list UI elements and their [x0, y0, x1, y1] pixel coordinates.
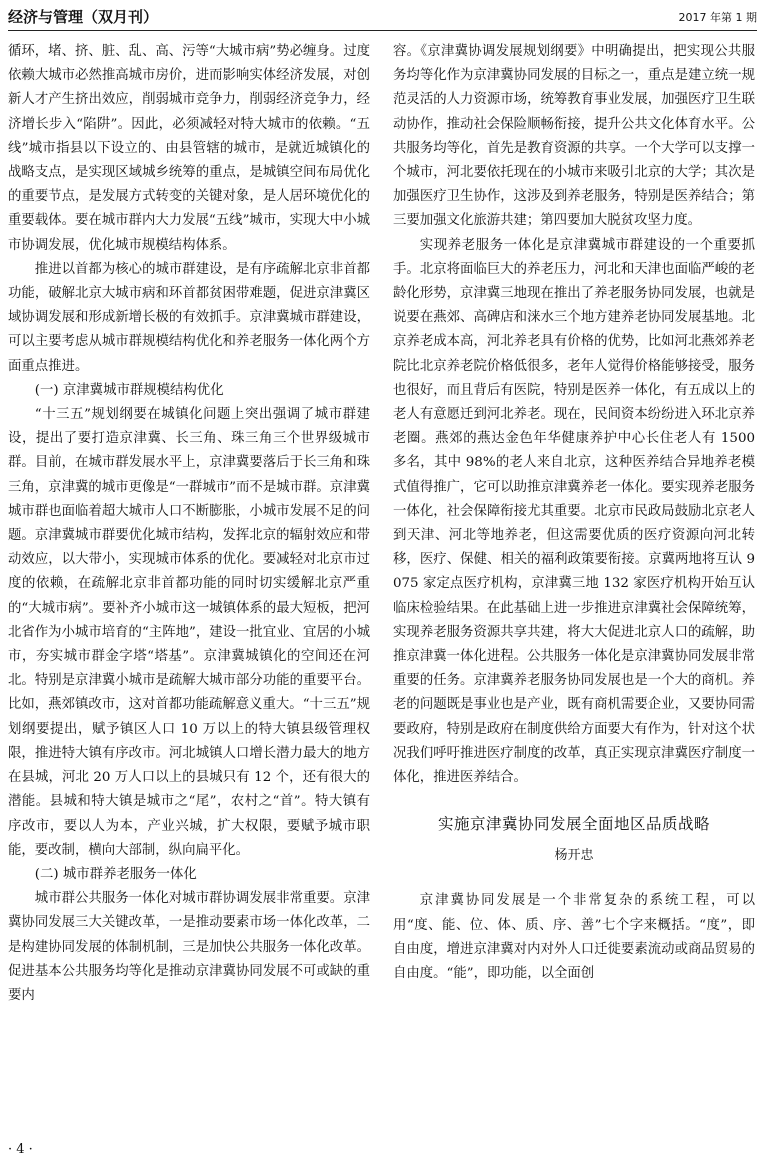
journal-title: 经济与管理（双月刊） [8, 8, 159, 26]
paragraph: 容。《京津冀协调发展规划纲要》中明确提出，把实现公共服务均等化作为京津冀协同发展的目标之一，重点是建立统一规范灵活的人力资源市场，统筹教育事业发展，加强医疗卫生联动协作，推动社会保险顺畅衔接，提升公共文化体育水平。公共服务均等化，首先是教育资源的共享。一个大学可以支撑一个城市，河北要依托现在的小城市来吸引北京的大学；其次是加强医疗卫生协作，这涉及到养老服务，特别是医养结合；第三要加强文化旅游共建；第四要加大脱贫攻坚力度。 [393, 44, 755, 229]
paragraph: 城市群公共服务一体化对城市群协调发展非常重要。京津冀协同发展三大关键改革，一是推动要素市场一体化改革，二是构建协同发展的体制机制，三是加快公共服务一体化改革。促进基本公共服务均等化是推动京津冀协同发展不可或缺的重要内 [8, 891, 370, 1003]
issue-label: 2017 年第 1 期 [678, 11, 757, 24]
author-name: 杨开忠 [554, 848, 594, 864]
right-column [393, 40, 755, 986]
page-number: · 4 · [8, 1142, 33, 1157]
article-title: 实施京津冀协同发展全面地区品质战略 [437, 815, 710, 834]
left-column [8, 40, 370, 1008]
paragraph: “十三五”规划纲要在城镇化问题上突出强调了城市群建设，提出了要打造京津冀、长三角、珠三角三个世界级城市群。目前，在城市群发展水平上，京津冀要落后于长三角和珠三角，京津冀的城市更像是“一群城市”而不是城市群。京津冀城市群也面临着超大城市人口不断膨胀，小城市发展不足的问题。京津冀城市群要优化城市结构，发挥北京的辐射效应和带动效应，以大带小，实现城市体系的优化。要减轻对北京市过度的依赖，在疏解北京非首都功能的同时切实缓解北京严重的“大城市病”。要补齐小城市这一城镇体系的最大短板，把河北省作为小城市培育的“主阵地”，建设一批宜业、宜居的小城市，夯实城市群金字塔“塔基”。京津冀城镇化的空间还在河北。特别是京津冀小城市是疏解大城市部分功能的重要平台。比如，燕郊镇改市，这对首都功能疏解意义重大。“十三五”规划纲要提出，赋予镇区人口 10 万以上的特大镇县级管理权限，推进特大镇有序改市。河北城镇人口增长潜力最大的地方在县城，河北 20 万人口以上的县城只有 12 个，还有很大的潜能。县城和特大镇是城市之“尾”，农村之“首”。特大镇有序改市，要以人为本，产业兴城，扩大权限，要赋予城市职能，要改制，横向大部制，纵向扁平化。 [8, 407, 370, 858]
section-heading: (一) 京津冀城市群规模结构优化 [34, 382, 224, 398]
paragraph: 循环，堵、挤、脏、乱、高、污等“大城市病”势必缠身。过度依赖大城市必然推高城市房价，进而影响实体经济发展，对创新人才产生挤出效应，削弱城市竞争力，削弱经济竞争力，经济增长步入“陷阱”。因此，必须减轻对特大城市的依赖。“五线”城市指县以下设立的、由县管辖的城市，是就近城镇化的战略支点，是实现区域城乡统筹的重点，是城镇空间布局优化的重要节点，是发展方式转变的关键对象，是人居环境优化的重要载体。要在城市群内大力发展“五线”城市，实现大中小城市协调发展，优化城市规模结构体系。 [8, 44, 370, 253]
section-heading: (二) 城市群养老服务一体化 [34, 866, 197, 882]
paragraph: 京津冀协同发展是一个非常复杂的系统工程，可以用“度、能、位、体、质、序、善”七个字来概括。“度”，即自由度，增进京津冀对内对外人口迁徙要素流动或商品贸易的自由度。“能”，即功能，以全面创 [393, 893, 755, 981]
paragraph: 实现养老服务一体化是京津冀城市群建设的一个重要抓手。北京将面临巨大的养老压力，河北和天津也面临严峻的老龄化形势，京津冀三地现在推出了养老服务协同发展，也就是说要在燕郊、高碑店和涞水三个地方建养老协同发展基地。北京养老成本高，河北养老具有价格的优势，比如河北燕郊养老院比北京养老院价格低很多，老年人觉得价格能够接受，服务也很好，而且背后有医院，特别是医养一体化，有五成以上的老人有意愿迁到河北养老。现在，民间资本纷纷进入环北京养老圈。燕郊的燕达金色年华健康养护中心长住老人有 1500 多名，其中 98%的老人来自北京，这种医养结合异地养老模式值得推广，它可以助推京津冀养老一体化。要实现养老服务一体化，社会保障衔接尤其重要。北京市民政局鼓励北京老人到天津、河北等地养老，但这需要优质的医疗资源向河北转移，医疗、保健、相关的福利政策要衔接。京冀两地将互认 9 075 家定点医疗机构，京津冀三地 132 家医疗机构开始互认临床检验结果。在此基础上进一步推进京津冀社会保障统筹，实现养老服务资源共享共建，将大大促进北京人口的疏解，助推京津冀一体化进程。公共服务一体化是京津冀协同发展非常重要的任务。京津冀养老服务协同发展也是一个大的商机。养老的问题既是事业也是产业，既有商机需要企业，又要协同需要政府，特别是政府在制度供给方面要大有作为，针对这个状况我们呼吁推进医疗制度的改革，真正实现京津冀医疗制度一体化，推进医养结合。 [393, 237, 755, 786]
paragraph: 推进以首都为核心的城市群建设，是有序疏解北京非首都功能，破解北京大城市病和环首都贫困带难题，促进京津冀区域协调发展和形成新增长极的有效抓手。京津冀城市群建设，可以主要考虑从城市群规模结构优化和养老服务一体化两个方面重点推进。 [8, 261, 370, 374]
running-header [8, 4, 757, 31]
